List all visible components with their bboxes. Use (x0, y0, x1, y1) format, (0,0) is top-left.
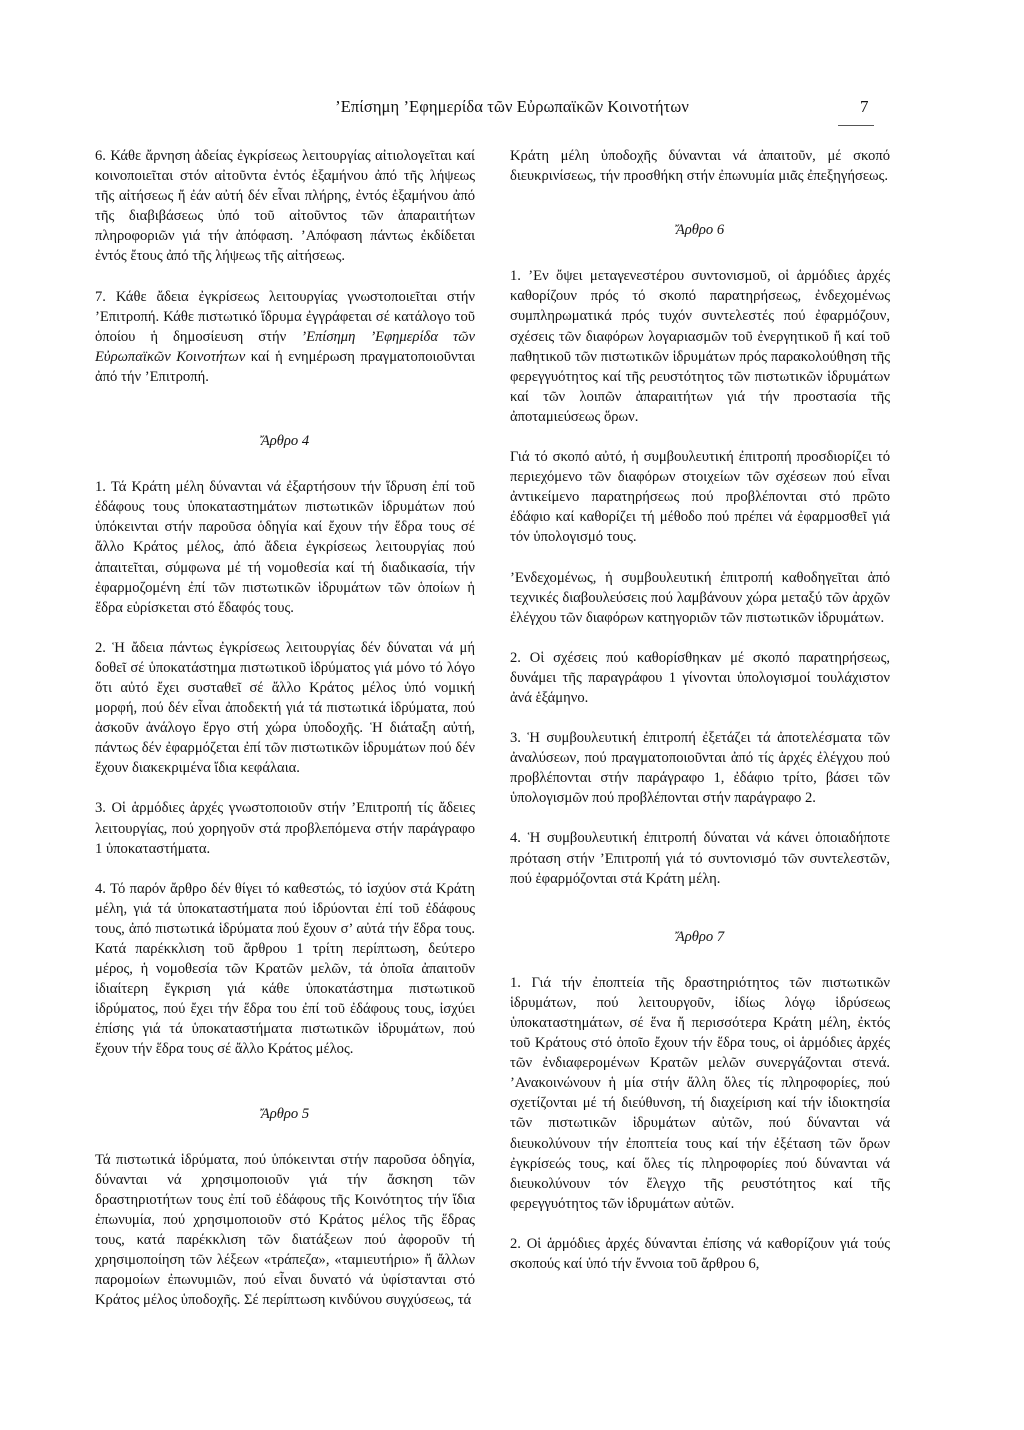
article-6-paragraph-2: 2. Οἱ σχέσεις πού καθορίσθηκαν μέ σκοπό παρατηρήσεως, δυνάμει τῆς παραγράφου 1 γίνονται ὑπολογισμοί τουλάχιστον ἀνά ἑξάμηνο. (510, 649, 890, 706)
right-column (510, 146, 890, 1274)
paragraph-6: 6. Κάθε ἄρνηση ἀδείας ἐγκρίσεως λειτουργίας αἰτιολογεῖται καί κοινοποιεῖται στόν αἰτοῦντα ἐντός ἑξαμήνου ἀπό τῆς λήψεως τῆς αἰτήσεως ἤ ἐάν αὐτή δέν εἶναι πλήρης, ἐντός ἑξαμήνου ἀπό τῆς διαβιβάσεως ὑπό τοῦ αἰτοῦντος τῶν ἀπαραιτήτων πληροφοριῶν γιά τήν ἀπόφαση. ’Απόφαση πάντως ἐκδίδεται ἐντός ἔτους ἀπό τῆς λήψεως τῆς αἰτήσεως. (95, 148, 475, 265)
article-7-heading: Ἄρθρο 7 (675, 928, 725, 945)
left-column (95, 146, 475, 1310)
article-4-paragraph-2: 2. Ἡ ἄδεια πάντως ἐγκρίσεως λειτουργίας δέν δύναται νά μή δοθεῖ σέ ὑποκατάστημα πιστωτικοῦ ἱδρύματος γιά μόνο τό λόγο ὅτι αὐτό ἔχει συσταθεῖ σέ ἄλλο Κράτος μέλος ὑπό νομική μορφή, πού δέν εἶναι ἀποδεκτή γιά τά πιστωτικά ἱδρύματα, πού ἀσκοῦν ἀνάλογο ἔργο στή χώρα ὑποδοχῆς. Ἡ διάταξη αὐτή, πάντως δέν ἐφαρμόζεται ἐπί τῶν πιστωτικῶν ἱδρυμάτων πού δέν ἔχουν διακεκριμένα ἴδια κεφάλαια. (95, 639, 475, 777)
paragraph-7-end: καί ἡ ενημέρωση πραγματοποιοῦνται ἀπό τήν ’Επιτροπή. (95, 348, 475, 385)
article-6-paragraph-4: 4. Ἡ συμβουλευτική ἐπιτροπή δύναται νά κάνει ὁποιαδήποτε πρόταση στήν ’Επιτροπή γιά τό συντονισμό τῶν συντελεστῶν, πού ἐφαρμόζονται στά Κράτη μέλη. (510, 830, 890, 887)
article-6-paragraph-1: 1. ’Εν ὄψει μεταγενεστέρου συντονισμοῦ, οἱ ἁρμόδιες ἀρχές καθορίζουν πρός τό σκοπό παρατηρήσεως, ἐνδεχομένως συμπληρωματικά πρός τυχόν συντελεστές πού ἐφαρμόζουν, σχέσεις τῶν διαφόρων λογαριασμῶν τοῦ ἐνεργητικοῦ ἤ καί τοῦ παθητικοῦ τῶν πιστωτικῶν ἱδρυμάτων πρός παρακολούθηση τῆς φερεγγυότητος καί τῆς ρευστότητος τῶν πιστωτικῶν ἱδρυμάτων καί τῶν λοιπῶν ἀπαραιτήτων γιά τήν προστασία τῆς ἀποταμιεύσεως ὅρων. (510, 268, 890, 425)
article-6-heading: Ἄρθρο 6 (675, 222, 725, 239)
article-4-paragraph-3: 3. Οἱ ἁρμόδιες ἀρχές γνωστοποιοῦν στήν ’Επιτροπή τίς ἄδειες λειτουργίας, πού χορηγοῦν στά προβλεπόμενα στήν παράγραφο 1 ὑποκαταστήματα. (95, 800, 475, 857)
article-7-paragraph-2: 2. Οἱ ἁρμόδιες ἀρχές δύνανται ἐπίσης νά καθορίζουν γιά τούς σκοπούς καί ὑπό τήν ἔννοια τοῦ ἄρθρου 6, (510, 1235, 890, 1273)
continued-paragraph: Κράτη μέλη ὑποδοχῆς δύνανται νά ἀπαιτοῦν, μέ σκοπό διευκρινίσεως, τήν προσθήκη στήν ἐπωνυμία μιᾶς ἐπεξηγήσεως. (510, 148, 890, 185)
paragraph-7-start: 7. Κάθε ἄδεια ἐγκρίσεως λειτουργίας γνωστοποιεῖται στήν ’Επιτροπή. Κάθε πιστωτικό ἵδρυμα ἐγγράφεται σέ κατάλογο τοῦ ὁποίου ἡ δημοσίευση στήν (95, 288, 475, 345)
journal-title: ’Επίσημη ’Εφημερίδα τῶν Εὐρωπαϊκῶν Κοινοτήτων (335, 97, 689, 116)
article-6-paragraph-1c: ’Ενδεχομένως, ἡ συμβουλευτική ἐπιτροπή καθοδηγεῖται ἀπό τεχνικές διαβουλεύσεις πού λαμβάνουν χώρα μεταξύ τῶν ἀρχῶν ἐλέγχου τῶν διαφόρων κατηγοριῶν τῶν πιστωτικῶν ἱδρυμάτων. (510, 569, 890, 626)
journal-name-italic: ’Επίσημη ’Εφημερίδα τῶν Εὐρωπαϊκῶν Κοινοτήτων (95, 328, 475, 365)
article-4-paragraph-1: 1. Τά Κράτη μέλη δύνανται νά ἐξαρτήσουν τήν ἵδρυση ἐπί τοῦ ἐδάφους τους ὑποκαταστημάτων πιστωτικῶν ἱδρυμάτων πού ὑπόκεινται στήν παροῦσα ὁδηγία καί ἔχουν τήν ἕδρα τους σέ ἄλλο Κράτος μέλος, ἀπό ἄδεια ἐγκρίσεως λειτουργίας πού ἀπαιτεῖται, σύμφωνα μέ τή νομοθεσία καί τή διαδικασία, τήν ἐφαρμοζομένη ἐπί τῶν πιστωτικῶν ἱδρυμάτων τῶν ὁποίων ἡ ἕδρα εὑρίσκεται στό ἔδαφός τους. (95, 479, 475, 616)
article-5-paragraph: Τά πιστωτικά ἱδρύματα, πού ὑπόκεινται στήν παροῦσα ὁδηγία, δύνανται νά χρησιμοποιοῦν γιά τήν ἄσκηση τῶν δραστηριοτήτων τους ἐπί τοῦ ἐδάφους τῆς Κοινότητος τήν ἴδια ἐπωνυμία, πού χρησιμοποιοῦν στό Κράτος μέλος τῆς ἕδρας τους, κατά παρέκκλιση τῶν διατάξεων πού ἀφοροῦν τή χρησιμοποίηση τῶν λέξεων «τράπεζα», «ταμιευτήριο» ἤ ἄλλων παρομοίων ἐπωνυμιῶν, πού εἶναι δυνατό νά ὑφίστανται στό Κράτος μέλος ὑποδοχῆς. Σέ περίπτωση κινδύνου συγχύσεως, τά (95, 1151, 475, 1309)
article-5-heading: Ἄρθρο 5 (260, 1105, 310, 1122)
article-7-paragraph-1: 1. Γιά τήν ἐποπτεία τῆς δραστηριότητος τῶν πιστωτικῶν ἱδρυμάτων, πού λειτουργοῦν, ἰδίως λόγῳ ἱδρύσεως ὑποκαταστημάτων, σέ ἕνα ἤ περισσότερα Κράτη μέλη, ἐκτός τοῦ Κράτους στό ὁποῖο ἔχουν τήν ἕδρα τους, οἱ ἁρμόδιες ἀρχές τῶν ἐνδιαφερομένων Κρατῶν μελῶν συνεργάζονται στενά. ’Ανακοινώνουν ἡ μία στήν ἄλλη ὅλες τίς πληροφορίες, πού σχετίζονται μέ τή διεύθυνση, τή διαχείριση καί τήν ἰδιοκτησία τῶν πιστωτικῶν ἱδρυμάτων αὐτῶν, πού δύνανται νά διευκολύνουν τήν ἐποπτεία τους καί τήν ἐξέταση τῶν ὅρων ἐγκρίσεώς τους, καί ὅλες τίς πληροφορίες πού δύνανται νά διευκολύνουν τόν ἔλεγχο τῆς ρευστότητος καί τῆς φερεγγυότητος τῶν ἱδρυμάτων αὐτῶν. (510, 974, 890, 1212)
page-number: 7 (860, 97, 869, 116)
article-4-paragraph-4: 4. Τό παρόν ἄρθρο δέν θίγει τό καθεστώς, τό ἰσχύον στά Κράτη μέλη, γιά τά ὑποκαταστήματα πού ἱδρύονται ἐπί τοῦ ἐδάφους τους, ἀπό πιστωτικά ἱδρύματα πού ἔχουν σ’ αὐτά τήν ἕδρα τους. Κατά παρέκκλιση τοῦ ἄρθρου 1 τρίτη περίπτωση, δεύτερο μέρος, ἡ νομοθεσία τῶν Κρατῶν μελῶν, τά ὁποῖα ἀπαιτοῦν ἰδιαίτερη ἔγκριση γιά κάθε ὑποκατάστημα πιστωτικοῦ ἱδρύματος, πού ἔχει τήν ἕδρα του ἐπί τοῦ ἐδάφους τους, ἰσχύει ἐπίσης γιά τά ὑποκαταστήματα πιστωτικῶν ἱδρυμάτων, πού ἔχουν τήν ἕδρα τους σέ ἄλλο Κράτος μέλος. (95, 880, 475, 1058)
paragraph-7 (95, 287, 475, 387)
header-rule (838, 125, 874, 126)
article-6-paragraph-1b: Γιά τό σκοπό αὐτό, ἡ συμβουλευτική ἐπιτροπή προσδιορίζει τό περιεχόμενο τῶν διαφόρων στοιχείων τῶν σχέσεων πού εἶναι ἀντικείμενο παρατηρήσεως πού προβλέπονται στό πρῶτο ἐδάφιο καί καθορίζει τή μέθοδο πού πρέπει νά ἐφαρμοσθεῖ γιά τόν ὑπολογισμό τους. (510, 449, 890, 546)
article-6-paragraph-3: 3. Ἡ συμβουλευτική ἐπιτροπή ἐξετάζει τά ἀποτελέσματα τῶν ἀναλύσεων, πού πραγματοποιοῦνται ἀπό τίς ἀρχές ἐλέγχου πού προβλέπονται στήν παράγραφο 1, ἐδάφιο τρίτο, βάσει τῶν ὑπολογισμῶν πού προβλέπονται στήν παράγραφο 2. (510, 730, 890, 807)
article-4-heading: Ἄρθρο 4 (260, 433, 310, 450)
page-header (0, 97, 1024, 121)
